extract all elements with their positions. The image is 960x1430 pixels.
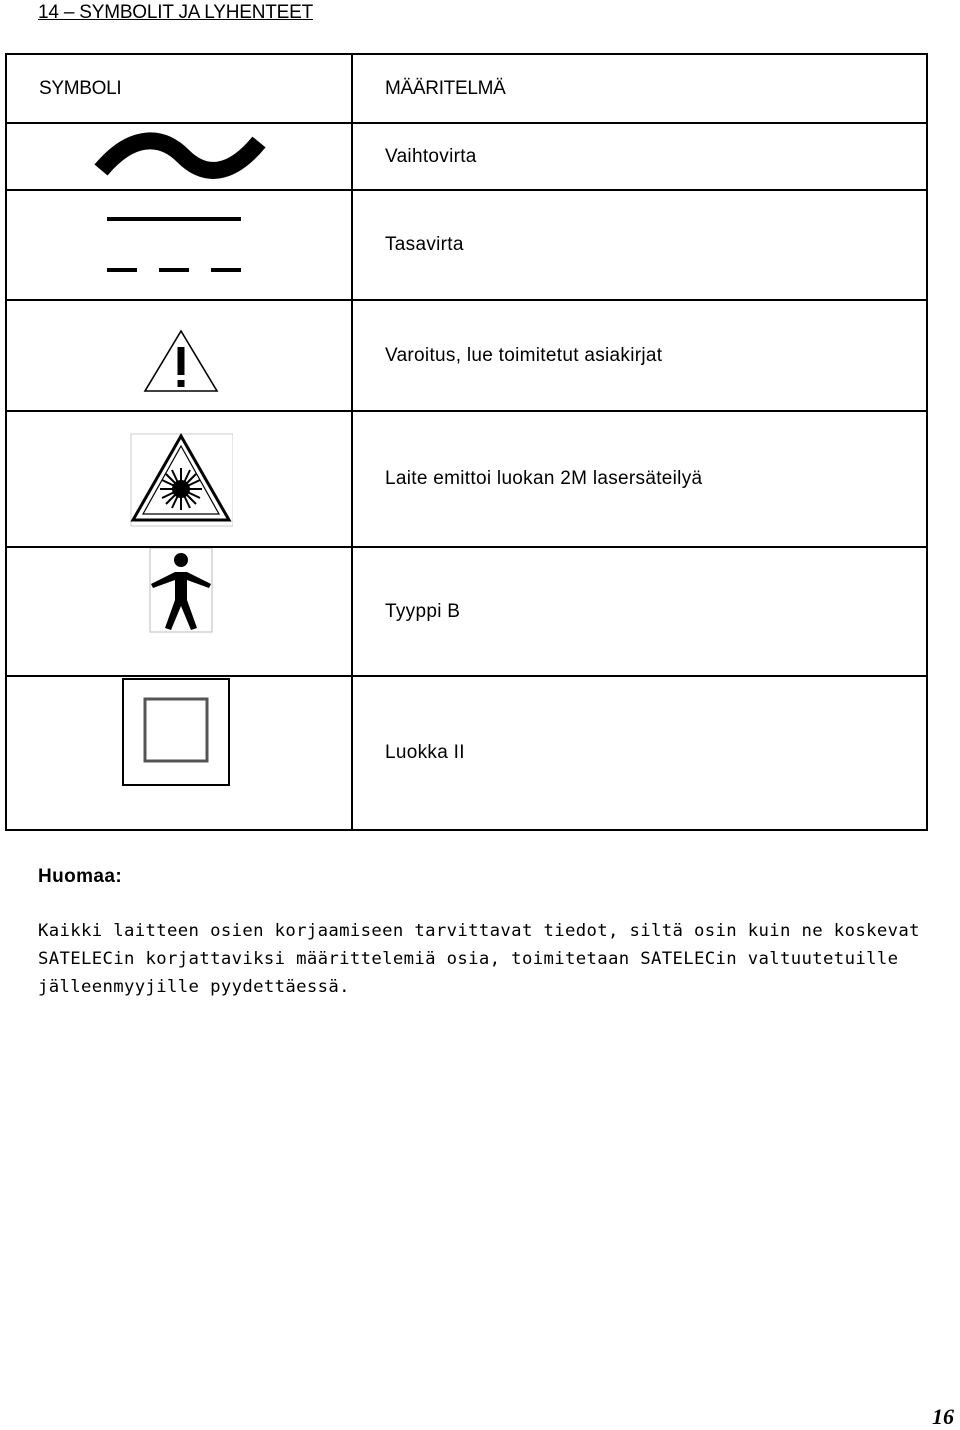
definition-text: Varoitus, lue toimitetut asiakirjat <box>352 300 927 411</box>
table-row <box>6 300 927 411</box>
warning-triangle-icon <box>141 327 221 397</box>
class-ii-double-square-icon <box>121 677 233 789</box>
definition-text: Tyyppi B <box>352 547 927 676</box>
note-title: Huomaa: <box>38 866 123 887</box>
table-row <box>6 411 927 547</box>
definition-text: Laite emittoi luokan 2M lasersäteilyä <box>352 411 927 547</box>
table-row <box>6 123 927 190</box>
symbols-table <box>5 53 928 831</box>
definition-text: Vaihtovirta <box>352 123 927 190</box>
definition-text: Tasavirta <box>352 190 927 300</box>
alternating-current-icon <box>91 128 271 188</box>
page-number: 16 <box>932 1404 954 1429</box>
laser-warning-icon <box>123 432 233 528</box>
type-b-person-icon <box>147 548 217 638</box>
definition-text: Luokka II <box>352 676 927 830</box>
section-heading: 14 – SYMBOLIT JA LYHENTEET <box>38 2 313 23</box>
table-row <box>6 676 927 830</box>
symbol-column-header: SYMBOLI <box>6 54 352 123</box>
table-row <box>6 547 927 676</box>
definition-column-header: MÄÄRITELMÄ <box>352 54 927 123</box>
table-row <box>6 190 927 300</box>
note-body: Kaikki laitteen osien korjaamiseen tarvittavat tiedot, siltä osin kuin ne koskevat SATELECin korjattaviksi määrittelemiä osia, toimitetaan SATELECin valtuutetuille jälleenmyyjille pyydettäessä. <box>38 921 920 997</box>
direct-current-icon <box>105 211 255 281</box>
table-header-row <box>6 54 927 123</box>
